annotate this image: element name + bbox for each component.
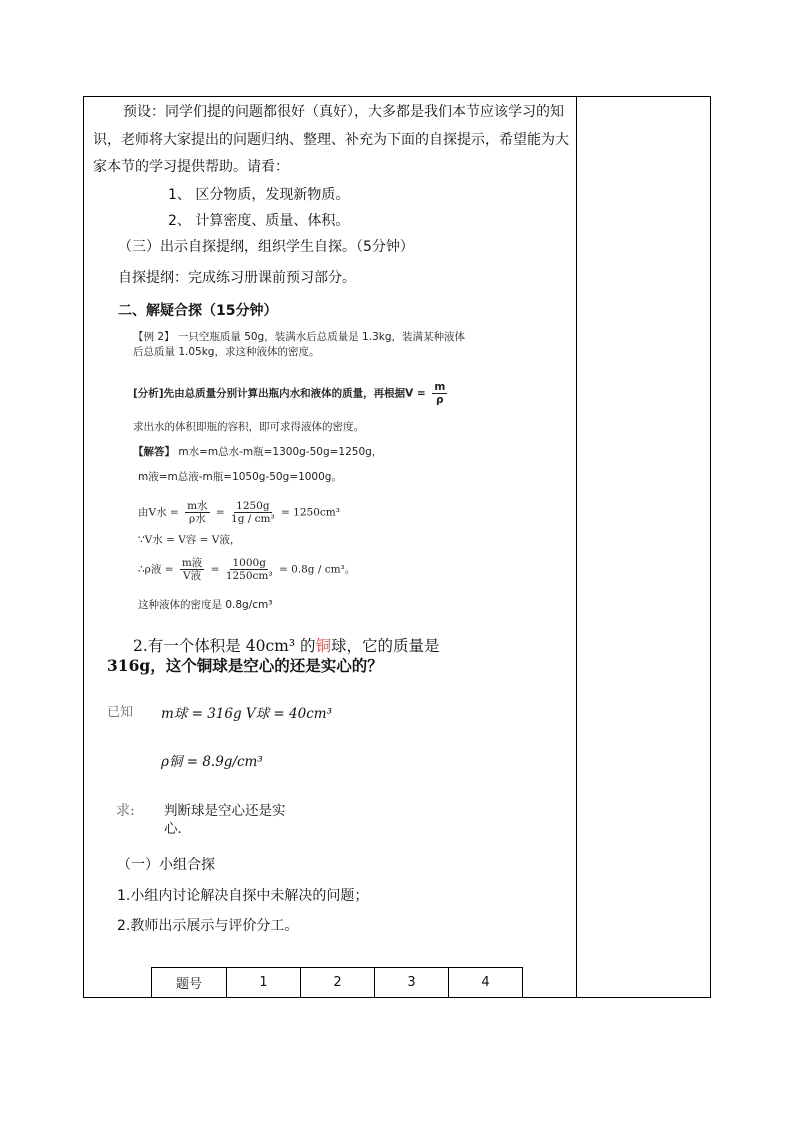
intro-item-1: 1、 区分物质，发现新物质。: [168, 187, 350, 203]
question-2-copper: 铜: [315, 637, 331, 655]
analysis-fraction: [432, 381, 447, 406]
score-table: [151, 967, 523, 998]
known-label: 已知: [107, 705, 134, 720]
intro-line-2: 识，老师将大家提出的问题归纳、整理、补充为下面的自探提示，希望能为大: [93, 132, 569, 148]
example-2-conclusion: 这种液体的密度是 0.8g/cm³: [138, 599, 273, 611]
formula-3-frac-b: [226, 557, 273, 582]
question-2-text-a: 2.有一个体积是 40cm³ 的: [133, 637, 316, 655]
formula-3-den-a: V液: [183, 570, 202, 582]
formula-3-pre: ∴ρ液 =: [138, 563, 174, 576]
example-2-line-1: 【例 2】 一只空瓶质量 50g，装满水后总质量是 1.3kg，装满某种液体: [133, 331, 465, 343]
formula-1-num-a: m水: [187, 500, 208, 512]
outline-text: 自探提纲：完成练习册课前预习部分。: [118, 270, 356, 286]
question-2-line-1: [133, 636, 440, 656]
formula-3-den-b: 1250cm³: [225, 570, 273, 582]
section-2-title: 二、解疑合探（15分钟）: [118, 303, 278, 319]
formula-3-post: = 0.8g / cm³。: [278, 563, 356, 576]
group-item-1: 1.小组内讨论解决自探中未解决的问题；: [117, 888, 369, 904]
analysis-text: [分析]先由总质量分别计算出瓶内水和液体的质量，再根据V =: [133, 387, 426, 400]
analysis-line-1: [133, 381, 450, 406]
formula-1: [138, 500, 340, 525]
find-line-1: 判断球是空心还是实: [164, 803, 286, 819]
column-divider: [576, 96, 577, 998]
question-2-text-b: 球，它的质量是: [330, 637, 440, 655]
table-cell: 3: [375, 968, 449, 998]
formula-3-eq: =: [210, 563, 220, 576]
table-header-cell: 题号: [152, 968, 227, 998]
formula-3-frac-a: [180, 557, 204, 582]
table-cell: 1: [227, 968, 301, 998]
analysis-line-2: 求出水的体积即瓶的容积，即可求得液体的密度。: [133, 421, 364, 433]
formula-3-num-a: m液: [181, 557, 203, 569]
answer-line-1: [133, 445, 382, 459]
formula-1-frac-a: [185, 500, 209, 525]
find-line-2: 心．: [164, 821, 191, 837]
formula-1-frac-b: [231, 500, 275, 525]
formula-1-post: = 1250cm³: [281, 506, 340, 519]
formula-1-den-b: 1g / cm³: [231, 513, 275, 525]
intro-item-2: 2、 计算密度、质量、体积。: [168, 213, 350, 229]
question-2-line-2: 316g，这个铜球是空心的还是实心的？: [107, 656, 383, 675]
answer-eq-2: m液=m总液-m瓶=1050g-50g=1000g。: [138, 471, 342, 483]
formula-1-num-b: 1250g: [236, 500, 270, 512]
step-3: （三）出示自探提纲，组织学生自探。（5分钟）: [118, 239, 414, 255]
formula-2: ∵V水 = V容 = V液，: [138, 534, 241, 546]
intro-line-3: 家本节的学习提供帮助。请看：: [93, 159, 289, 175]
table-cell: 2: [301, 968, 375, 998]
answer-head: 【解答】: [133, 446, 175, 458]
formula-1-pre: 由V水 =: [138, 506, 179, 519]
intro-line-1: 预设：同学们提的问题都很好（真好），大多都是我们本节应该学习的知: [123, 104, 564, 120]
table-row: [152, 968, 523, 998]
formula-3-num-b: 1000g: [232, 557, 266, 569]
example-2-line-2: 后总质量 1.05kg，求这种液体的密度。: [133, 346, 320, 358]
find-label: 求:: [116, 803, 135, 819]
formula-3: [138, 557, 355, 582]
answer-eq-1: m水=m总水-m瓶=1300g-50g=1250g，: [178, 446, 383, 458]
analysis-den: ρ: [436, 394, 444, 406]
formula-1-den-a: ρ水: [188, 513, 206, 525]
group-item-2: 2.教师出示展示与评价分工。: [117, 918, 299, 934]
known-eq-2: ρ铜 = 8.9g/cm³: [161, 754, 263, 770]
formula-1-eq: =: [215, 506, 225, 519]
table-cell: 4: [449, 968, 523, 998]
group-title: （一）小组合探: [117, 857, 215, 873]
analysis-num: m: [434, 381, 446, 393]
known-eq-1: m球 = 316g V球 = 40cm³: [161, 706, 332, 722]
